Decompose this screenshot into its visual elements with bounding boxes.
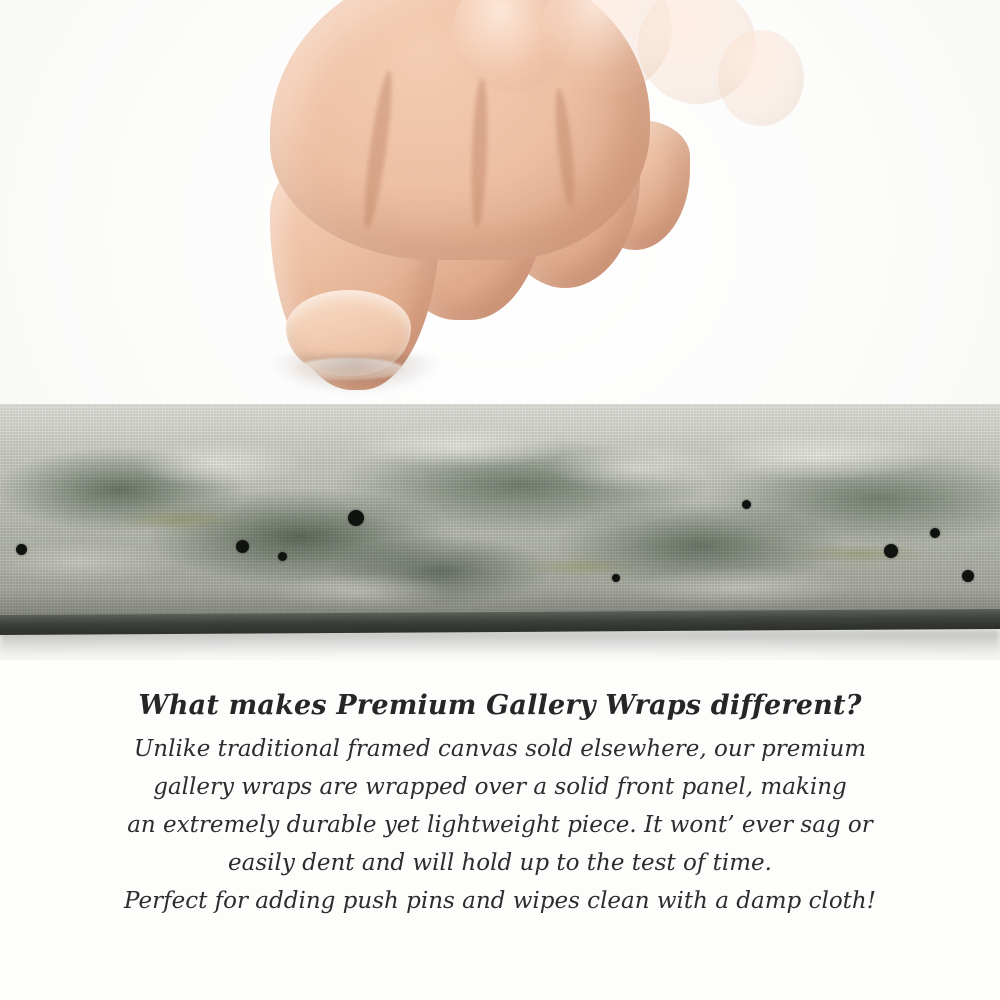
canvas-drop-shadow	[0, 630, 1000, 656]
caption-line: easily dent and will hold up to the test of time.	[228, 850, 772, 876]
caption-body	[0, 730, 1000, 920]
hand-illustration	[120, 0, 640, 430]
strip-shading	[0, 404, 1000, 618]
caption-block	[0, 690, 1000, 920]
knuckle-bump	[718, 30, 804, 126]
caption-title: What makes Premium Gallery Wraps different?	[138, 690, 862, 721]
caption-line: gallery wraps are wrapped over a solid front panel, making	[153, 774, 847, 800]
knuckles	[270, 0, 650, 260]
caption-line: Perfect for adding push pins and wipes clean with a damp cloth!	[124, 888, 876, 914]
caption-line: an extremely durable yet lightweight piece. It wont’ ever sag or	[127, 812, 873, 838]
canvas-edge-strip	[0, 404, 1000, 618]
fingertip-shadow	[270, 355, 440, 395]
caption-line: Unlike traditional framed canvas sold elsewhere, our premium	[133, 736, 867, 762]
